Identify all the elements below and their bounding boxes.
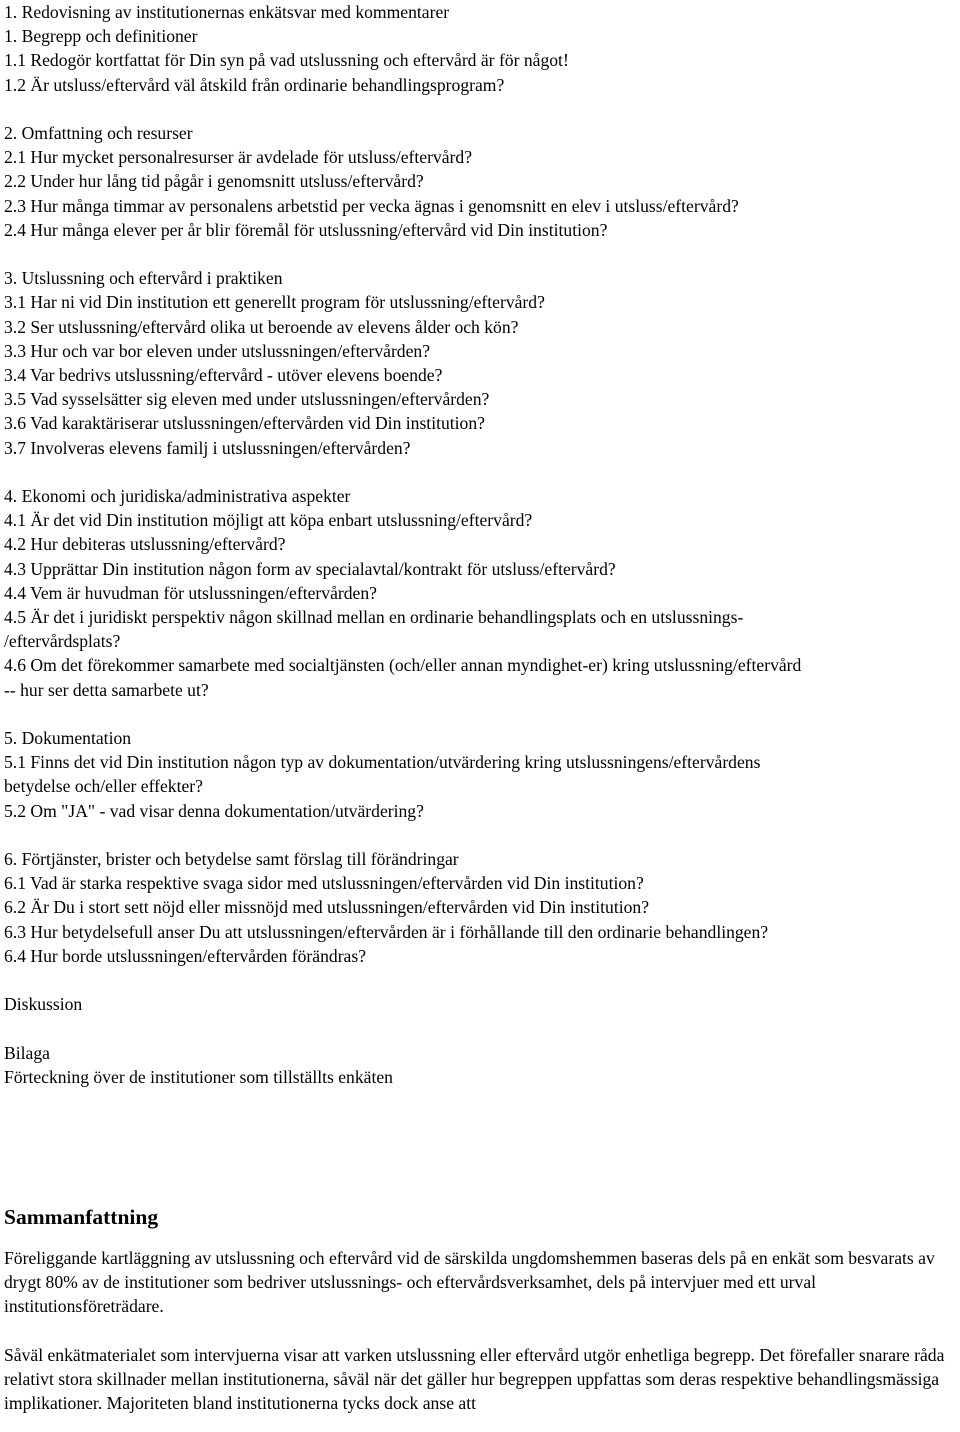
outline-line: 3.2 Ser utslussning/eftervård olika ut beroende av elevens ålder och kön? <box>4 316 519 337</box>
spacer <box>4 1089 956 1202</box>
outline-line: 4.3 Upprättar Din institution någon form av specialavtal/kontrakt för utsluss/eftervård? <box>4 558 616 579</box>
outline-line: 6. Förtjänster, brister och betydelse samt förslag till förändringar <box>4 849 459 870</box>
outline-line: 4.5 Är det i juridiskt perspektiv någon skillnad mellan en ordinarie behandlingsplats och en utslussnings- <box>4 607 744 628</box>
outline-line: 2.3 Hur många timmar av personalens arbetstid per vecka ägnas i genomsnitt en elev i utsluss/eftervård? <box>4 195 739 216</box>
outline-line: 1. Begrepp och definitioner <box>4 26 198 47</box>
outline-line: 6.4 Hur borde utslussningen/eftervården förändras? <box>4 945 367 966</box>
outline-line: Förteckning över de institutioner som tillställts enkäten <box>4 1066 393 1087</box>
outline-line: 3.7 Involveras elevens familj i utslussningen/eftervården? <box>4 437 411 458</box>
outline-line: 4.4 Vem är huvudman för utslussningen/eftervården? <box>4 582 377 603</box>
outline-line: 1. Redovisning av institutionernas enkätsvar med kommentarer <box>4 2 450 22</box>
outline-line: 4.1 Är det vid Din institution möjligt att köpa enbart utslussning/eftervård? <box>4 510 533 531</box>
outline-line: 2.1 Hur mycket personalresurser är avdelade för utsluss/eftervård? <box>4 147 473 168</box>
summary-paragraph-1: Föreliggande kartläggning av utslussning och eftervård vid de särskilda ungdomshemmen baseras dels på en enkät som besvarats av drygt 80% av de institutioner som bedriver utslussnings- och eftervårdsverksamhet, dels på intervjuer med ett urval institutionsföreträdare. <box>4 1248 935 1317</box>
outline-line: 3.3 Hur och var bor eleven under utslussningen/eftervården? <box>4 340 431 361</box>
outline-line: 6.1 Vad är starka respektive svaga sidor med utslussningen/eftervården vid Din institution? <box>4 873 644 894</box>
table-of-contents <box>4 0 956 1089</box>
outline-line: 3. Utslussning och eftervård i praktiken <box>4 268 283 289</box>
outline-line: Bilaga <box>4 1042 50 1063</box>
blank-line <box>4 702 956 726</box>
outline-line: 6.2 Är Du i stort sett nöjd eller missnöjd med utslussningen/eftervården vid Din institution? <box>4 897 650 918</box>
outline-line: 1.1 Redogör kortfattat för Din syn på vad utslussning och eftervård är för något! <box>4 50 569 71</box>
outline-line: 1.2 Är utsluss/eftervård väl åtskild från ordinarie behandlingsprogram? <box>4 74 505 95</box>
outline-line: betydelse och/eller effekter? <box>4 776 203 797</box>
outline-line: 4. Ekonomi och juridiska/administrativa aspekter <box>4 486 351 507</box>
blank-line <box>4 460 956 484</box>
outline-line: Diskussion <box>4 994 83 1015</box>
outline-line: 5. Dokumentation <box>4 728 132 749</box>
outline-line: 4.6 Om det förekommer samarbete med socialtjänsten (och/eller annan myndighet-er) kring utslussning/eftervård <box>4 655 802 676</box>
outline-line: 5.1 Finns det vid Din institution någon typ av dokumentation/utvärdering kring utslussningens/eftervårdens <box>4 752 761 773</box>
blank-line <box>4 1016 956 1040</box>
outline-line: 3.1 Har ni vid Din institution ett generellt program för utslussning/eftervård? <box>4 292 545 313</box>
outline-line: -- hur ser detta samarbete ut? <box>4 679 209 700</box>
blank-line <box>4 968 956 992</box>
outline-line: /eftervårdsplats? <box>4 631 121 652</box>
summary-paragraph-2: Såväl enkätmaterialet som intervjuerna visar att varken utslussning eller eftervård utgör enhetliga begrepp. Det förefaller snarare råda relativt stora skillnader mellan institutionerna, såväl när det gäller hur begreppen uppfattas som deras respektive behandlingsmässiga implikationer. Majoriteten bland institutionerna tycks dock anse att <box>4 1344 945 1414</box>
outline-line: 2. Omfattning och resurser <box>4 123 193 143</box>
outline-line: 2.2 Under hur lång tid pågår i genomsnitt utsluss/eftervård? <box>4 171 424 192</box>
outline-line: 5.2 Om "JA" - vad visar denna dokumentation/utvärdering? <box>4 800 424 821</box>
outline-line: 3.4 Var bedrivs utslussning/eftervård - utöver elevens boende? <box>4 365 443 386</box>
outline-line: 3.6 Vad karaktäriserar utslussningen/eftervården vid Din institution? <box>4 413 485 434</box>
blank-line <box>4 242 956 266</box>
outline-line: 4.2 Hur debiteras utslussning/eftervård? <box>4 534 286 555</box>
blank-line <box>4 97 956 121</box>
outline-line: 3.5 Vad sysselsätter sig eleven med under utslussningen/eftervården? <box>4 389 490 410</box>
outline-line: 2.4 Hur många elever per år blir föremål för utslussning/eftervård vid Din institution? <box>4 219 608 240</box>
summary-heading: Sammanfattning <box>4 1205 159 1230</box>
blank-line <box>4 823 956 847</box>
outline-line: 6.3 Hur betydelsefull anser Du att utslussningen/eftervården är i förhållande till den ordinarie behandlingen? <box>4 921 769 942</box>
